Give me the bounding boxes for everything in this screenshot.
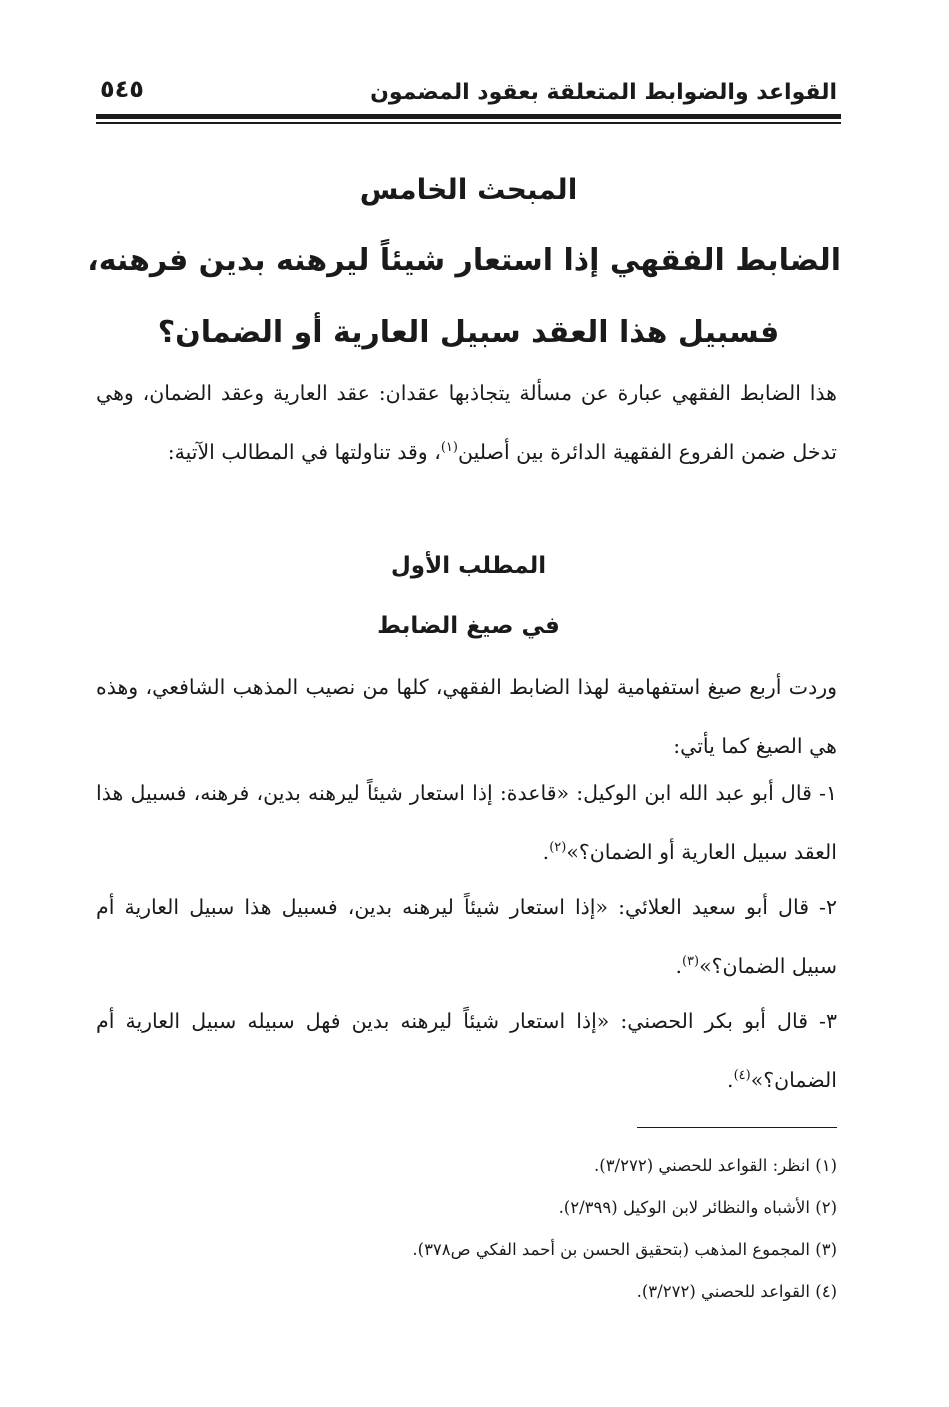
header-rule	[96, 114, 841, 119]
item-end: .	[727, 1068, 734, 1092]
forms-intro-paragraph: وردت أربع صيغ استفهامية لهذا الضابط الفقهي، كلها من نصيب المذهب الشافعي، وهذه هي الصيغ كما يأتي:	[96, 675, 837, 758]
footnote-ref-1[interactable]: (١)	[440, 440, 458, 456]
item-text: ١- قال أبو عبد الله ابن الوكيل: «قاعدة: إذا استعار شيئاً ليرهنه بدين، فرهنه، فسبيل هذا العقد سبيل العارية أو الضمان؟»	[96, 781, 837, 864]
footnote-ref-3[interactable]: (٣)	[681, 954, 700, 970]
footnote-separator	[637, 1127, 837, 1128]
item-end: .	[542, 840, 550, 864]
footnote: (٢) الأشباه والنظائر لابن الوكيل (٢/٣٩٩).	[558, 1198, 837, 1217]
section-heading: المبحث الخامس	[359, 173, 578, 206]
intro-paragraph	[96, 364, 837, 482]
header-rule-thin	[96, 122, 841, 124]
running-title: القواعد والضوابط المتعلقة بعقود المضمون	[370, 80, 837, 105]
footnote-ref-4[interactable]: (٤)	[733, 1068, 751, 1084]
intro-text-part-2: ، وقد تناولتها في المطالب الآتية:	[167, 440, 441, 464]
intro-text-part-1: هذا الضابط الفقهي عبارة عن مسألة يتجاذبها عقدان: عقد العارية وعقد الضمان، وهي تدخل ضمن الفروع الفقهية الدائرة بين أصلين	[96, 381, 837, 464]
footnote: (١) انظر: القواعد للحصني (٣/٢٧٢).	[594, 1156, 837, 1175]
footnote-ref-2[interactable]: (٢)	[549, 840, 567, 856]
list-item	[96, 764, 837, 882]
rule-heading-line-1: الضابط الفقهي إذا استعار شيئاً ليرهنه بدين فرهنه،	[87, 243, 841, 278]
subheading-forms: في صيغ الضابط	[377, 613, 560, 639]
subheading-first-matlab: المطلب الأول	[390, 553, 547, 579]
footnote: (٤) القواعد للحصني (٣/٢٧٢).	[636, 1282, 837, 1301]
footnote: (٣) المجموع المذهب (بتحقيق الحسن بن أحمد الفكي ص٣٧٨).	[412, 1240, 837, 1259]
item-text: ٣- قال أبو بكر الحصني: «إذا استعار شيئاً ليرهنه بدين فهل سبيله سبيل العارية أم الضمان؟»	[96, 1009, 837, 1092]
page-number: ٥٤٥	[100, 75, 144, 103]
list-item	[96, 878, 837, 996]
rule-heading-line-2: فسبيل هذا العقد سبيل العارية أو الضمان؟	[157, 315, 780, 350]
item-end: .	[675, 954, 682, 978]
item-text: ٢- قال أبو سعيد العلائي: «إذا استعار شيئاً ليرهنه بدين، فسبيل هذا سبيل العارية أم سبيل الضمان؟»	[96, 895, 837, 978]
list-item	[96, 992, 837, 1110]
footnotes	[96, 1145, 837, 1313]
